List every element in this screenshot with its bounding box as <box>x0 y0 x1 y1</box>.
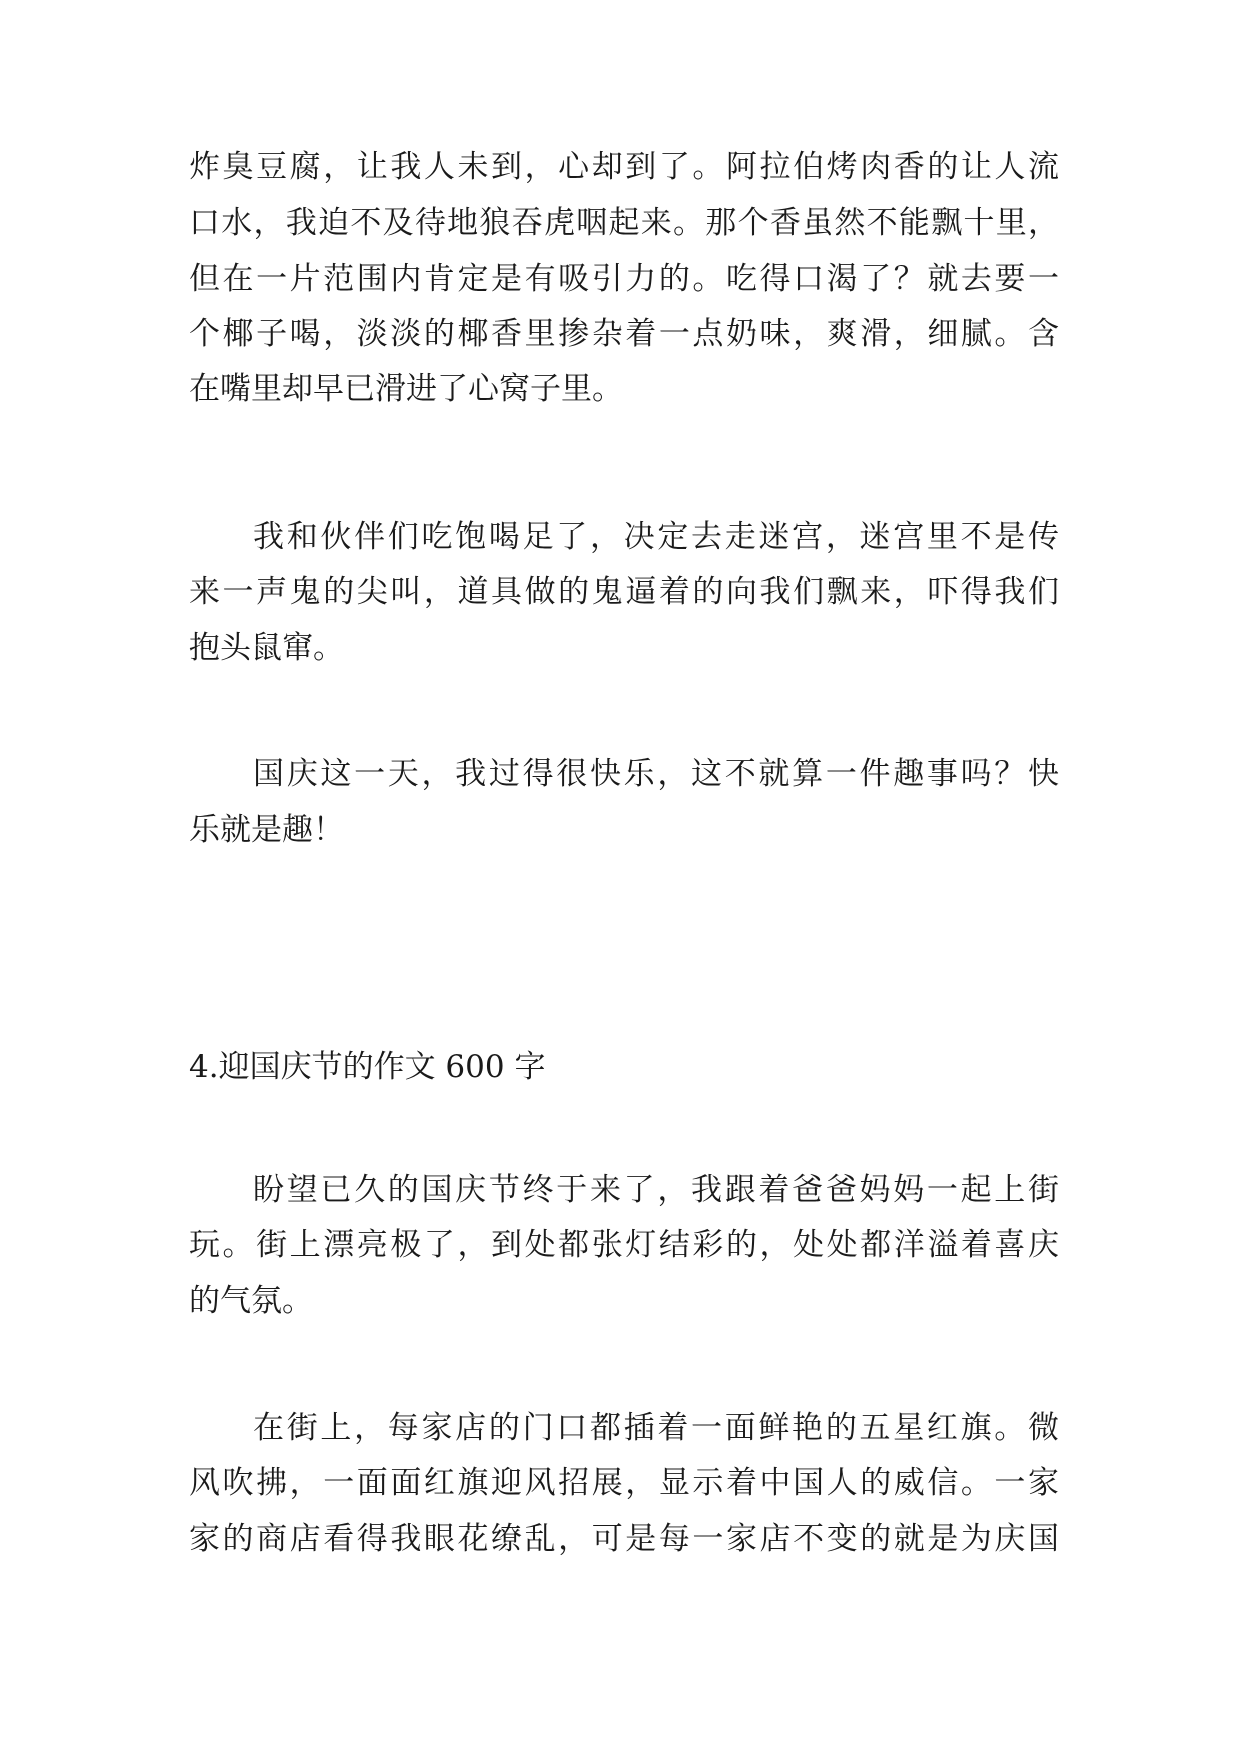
paragraph-1-line-5: 在嘴里却早已滑进了心窝子里。 <box>189 371 623 407</box>
section-heading: 4.迎国庆节的作文 600 字 <box>189 1049 546 1085</box>
paragraph-4-line-2: 玩。街上漂亮极了，到处都张灯结彩的，处处都洋溢着喜庆 <box>189 1227 1059 1263</box>
paragraph-1-line-3: 但在一片范围内肯定是有吸引力的。吃得口渴了？就去要一 <box>189 261 1059 297</box>
paragraph-2-line-3: 抱头鼠窜。 <box>189 630 344 666</box>
paragraph-1-line-2: 口水，我迫不及待地狼吞虎咽起来。那个香虽然不能飘十里， <box>189 205 1059 241</box>
paragraph-3-line-1: 国庆这一天，我过得很快乐，这不就算一件趣事吗？快 <box>253 756 1059 792</box>
paragraph-1-line-4: 个椰子喝，淡淡的椰香里掺杂着一点奶味，爽滑，细腻。含 <box>189 316 1059 352</box>
paragraph-2-line-2: 来一声鬼的尖叫，道具做的鬼逼着的向我们飘来，吓得我们 <box>189 574 1059 610</box>
paragraph-5-line-2: 风吹拂，一面面红旗迎风招展，显示着中国人的威信。一家 <box>189 1465 1059 1501</box>
paragraph-2-line-1: 我和伙伴们吃饱喝足了，决定去走迷宫，迷宫里不是传 <box>253 519 1059 555</box>
paragraph-4-line-3: 的气氛。 <box>189 1283 313 1319</box>
paragraph-1-line-1: 炸臭豆腐，让我人未到，心却到了。阿拉伯烤肉香的让人流 <box>189 149 1059 185</box>
paragraph-4-line-1: 盼望已久的国庆节终于来了，我跟着爸爸妈妈一起上街 <box>253 1172 1059 1208</box>
paragraph-5-line-3: 家的商店看得我眼花缭乱，可是每一家店不变的就是为庆国 <box>189 1521 1059 1557</box>
paragraph-3-line-2: 乐就是趣！ <box>189 812 344 848</box>
paragraph-5-line-1: 在街上，每家店的门口都插着一面鲜艳的五星红旗。微 <box>253 1410 1059 1446</box>
